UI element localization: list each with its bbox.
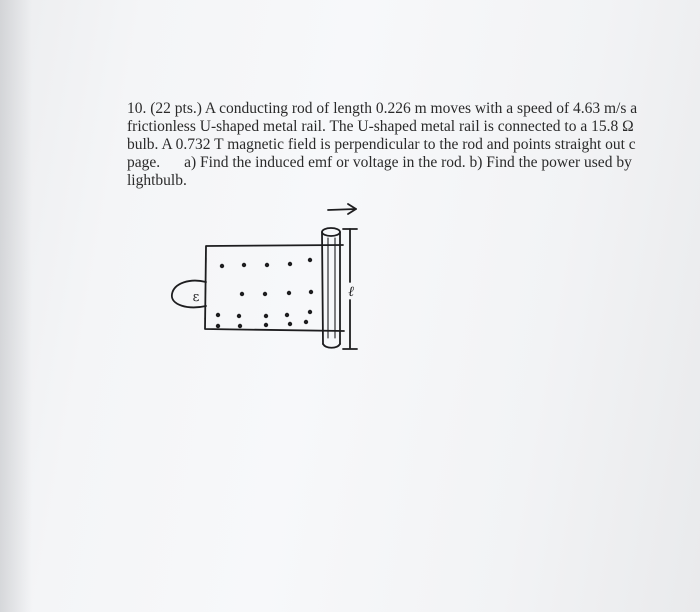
problem-line-4-start: page. [127, 154, 161, 171]
lightbulb-icon [172, 281, 206, 308]
emf-symbol: ε [192, 290, 200, 305]
velocity-arrow-icon [328, 204, 356, 214]
magnetic-field-dots [216, 258, 313, 328]
circuit-sketch [160, 198, 380, 358]
problem-line-5: lightbulb. [127, 172, 187, 189]
problem-text [127, 100, 700, 190]
problem-line-1: 10. (22 pts.) A conducting rod of length 0.226 m moves with a speed of 4.63 m/s a [127, 100, 638, 117]
paper-shadow [0, 0, 32, 612]
problem-line-2: frictionless U-shaped metal rail. The U-shaped metal rail is connected to a 15.8 Ω [127, 118, 634, 135]
problem-line-3: bulb. A 0.732 T magnetic field is perpendicular to the rod and points straight out c [127, 136, 636, 153]
length-label: ℓ [348, 284, 354, 300]
problem-line-4-rest: a) Find the induced emf or voltage in the rod. b) Find the power used by [184, 154, 632, 171]
problem-line-4 [127, 154, 700, 172]
